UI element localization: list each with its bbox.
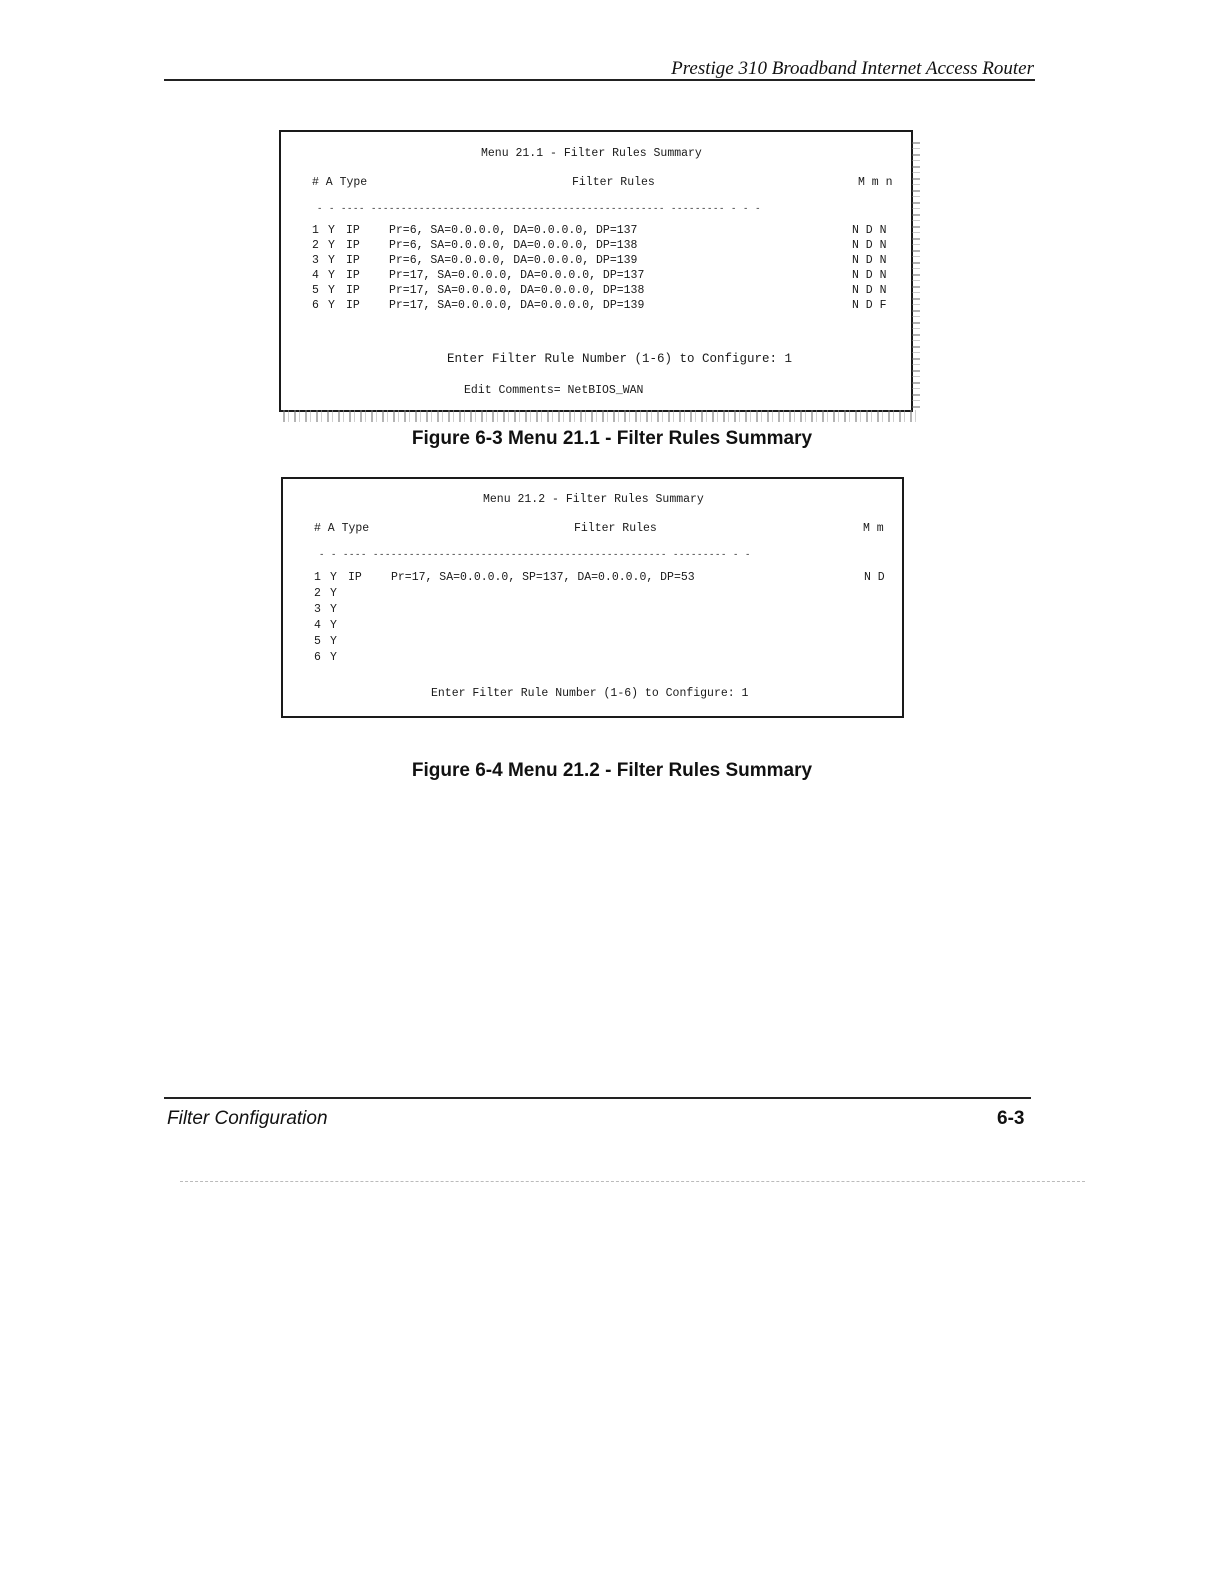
row-number: 3 bbox=[312, 254, 319, 267]
row-active: Y bbox=[328, 269, 335, 282]
row-number: 6 bbox=[314, 651, 321, 664]
row-flags: N D N bbox=[852, 239, 887, 252]
scan-artifact-edge bbox=[912, 142, 920, 412]
row-active: Y bbox=[328, 284, 335, 297]
row-active: Y bbox=[328, 299, 335, 312]
row-active: Y bbox=[330, 619, 337, 632]
menu-21-1-col-filter-rules: Filter Rules bbox=[572, 176, 655, 189]
row-rule: Pr=6, SA=0.0.0.0, DA=0.0.0.0, DP=139 bbox=[389, 254, 638, 267]
row-active: Y bbox=[330, 587, 337, 600]
row-number: 4 bbox=[314, 619, 321, 632]
menu-21-2-screen bbox=[281, 477, 904, 718]
running-header-title: Prestige 310 Broadband Internet Access Router bbox=[671, 58, 1034, 79]
footer-page-number: 6-3 bbox=[997, 1108, 1025, 1129]
row-number: 5 bbox=[312, 284, 319, 297]
row-number: 5 bbox=[314, 635, 321, 648]
row-active: Y bbox=[330, 603, 337, 616]
row-rule: Pr=6, SA=0.0.0.0, DA=0.0.0.0, DP=138 bbox=[389, 239, 638, 252]
row-number: 1 bbox=[312, 224, 319, 237]
row-active: Y bbox=[330, 635, 337, 648]
menu-21-1-col-num-a-type: # A Type bbox=[312, 176, 368, 189]
row-rule: Pr=6, SA=0.0.0.0, DA=0.0.0.0, DP=137 bbox=[389, 224, 638, 237]
row-number: 2 bbox=[312, 239, 319, 252]
menu-21-1-col-flags: M m n bbox=[858, 176, 893, 189]
row-active: Y bbox=[330, 571, 337, 584]
menu-21-1-screen bbox=[279, 130, 913, 412]
menu-21-2-prompt[interactable]: Enter Filter Rule Number (1-6) to Configure: 1 bbox=[431, 687, 749, 700]
menu-21-1-title: Menu 21.1 - Filter Rules Summary bbox=[481, 147, 702, 160]
row-active: Y bbox=[328, 254, 335, 267]
row-flags: N D N bbox=[852, 269, 887, 282]
row-active: Y bbox=[330, 651, 337, 664]
menu-21-2-separator: - - ---- ------------------------------------------------- --------- - - bbox=[319, 550, 752, 560]
row-type: IP bbox=[346, 224, 360, 237]
menu-21-1-comments-field[interactable]: Edit Comments= NetBIOS_WAN bbox=[464, 384, 644, 397]
scan-artifact-bottom bbox=[283, 410, 919, 422]
row-rule: Pr=17, SA=0.0.0.0, DA=0.0.0.0, DP=138 bbox=[389, 284, 645, 297]
menu-21-1-prompt[interactable]: Enter Filter Rule Number (1-6) to Configure: 1 bbox=[447, 352, 793, 366]
row-flags: N D N bbox=[852, 284, 887, 297]
menu-21-2-col-flags: M m bbox=[863, 522, 884, 535]
menu-21-2-col-num-a-type: # A Type bbox=[314, 522, 370, 535]
footer-rule bbox=[164, 1097, 1031, 1099]
scan-artifact-rule bbox=[180, 1181, 1085, 1182]
menu-21-2-col-filter-rules: Filter Rules bbox=[574, 522, 657, 535]
row-active: Y bbox=[328, 224, 335, 237]
figure-6-4-caption: Figure 6-4 Menu 21.2 - Filter Rules Summary bbox=[411, 760, 813, 781]
row-flags: N D bbox=[864, 571, 885, 584]
row-type: IP bbox=[346, 269, 360, 282]
row-rule: Pr=17, SA=0.0.0.0, DA=0.0.0.0, DP=137 bbox=[389, 269, 645, 282]
row-number: 6 bbox=[312, 299, 319, 312]
header-rule bbox=[164, 79, 1035, 81]
row-type: IP bbox=[346, 299, 360, 312]
row-type: IP bbox=[348, 571, 362, 584]
menu-21-1-separator: - - ---- ------------------------------------------------- --------- - - - bbox=[317, 204, 762, 214]
row-type: IP bbox=[346, 254, 360, 267]
figure-6-3-caption: Figure 6-3 Menu 21.1 - Filter Rules Summary bbox=[411, 428, 813, 449]
row-number: 4 bbox=[312, 269, 319, 282]
row-rule: Pr=17, SA=0.0.0.0, SP=137, DA=0.0.0.0, DP=53 bbox=[391, 571, 695, 584]
row-number: 1 bbox=[314, 571, 321, 584]
row-active: Y bbox=[328, 239, 335, 252]
row-type: IP bbox=[346, 284, 360, 297]
row-number: 2 bbox=[314, 587, 321, 600]
row-flags: N D F bbox=[852, 299, 887, 312]
footer-section-title: Filter Configuration bbox=[167, 1108, 328, 1129]
row-number: 3 bbox=[314, 603, 321, 616]
row-rule: Pr=17, SA=0.0.0.0, DA=0.0.0.0, DP=139 bbox=[389, 299, 645, 312]
row-flags: N D N bbox=[852, 254, 887, 267]
row-type: IP bbox=[346, 239, 360, 252]
row-flags: N D N bbox=[852, 224, 887, 237]
menu-21-2-title: Menu 21.2 - Filter Rules Summary bbox=[483, 493, 704, 506]
